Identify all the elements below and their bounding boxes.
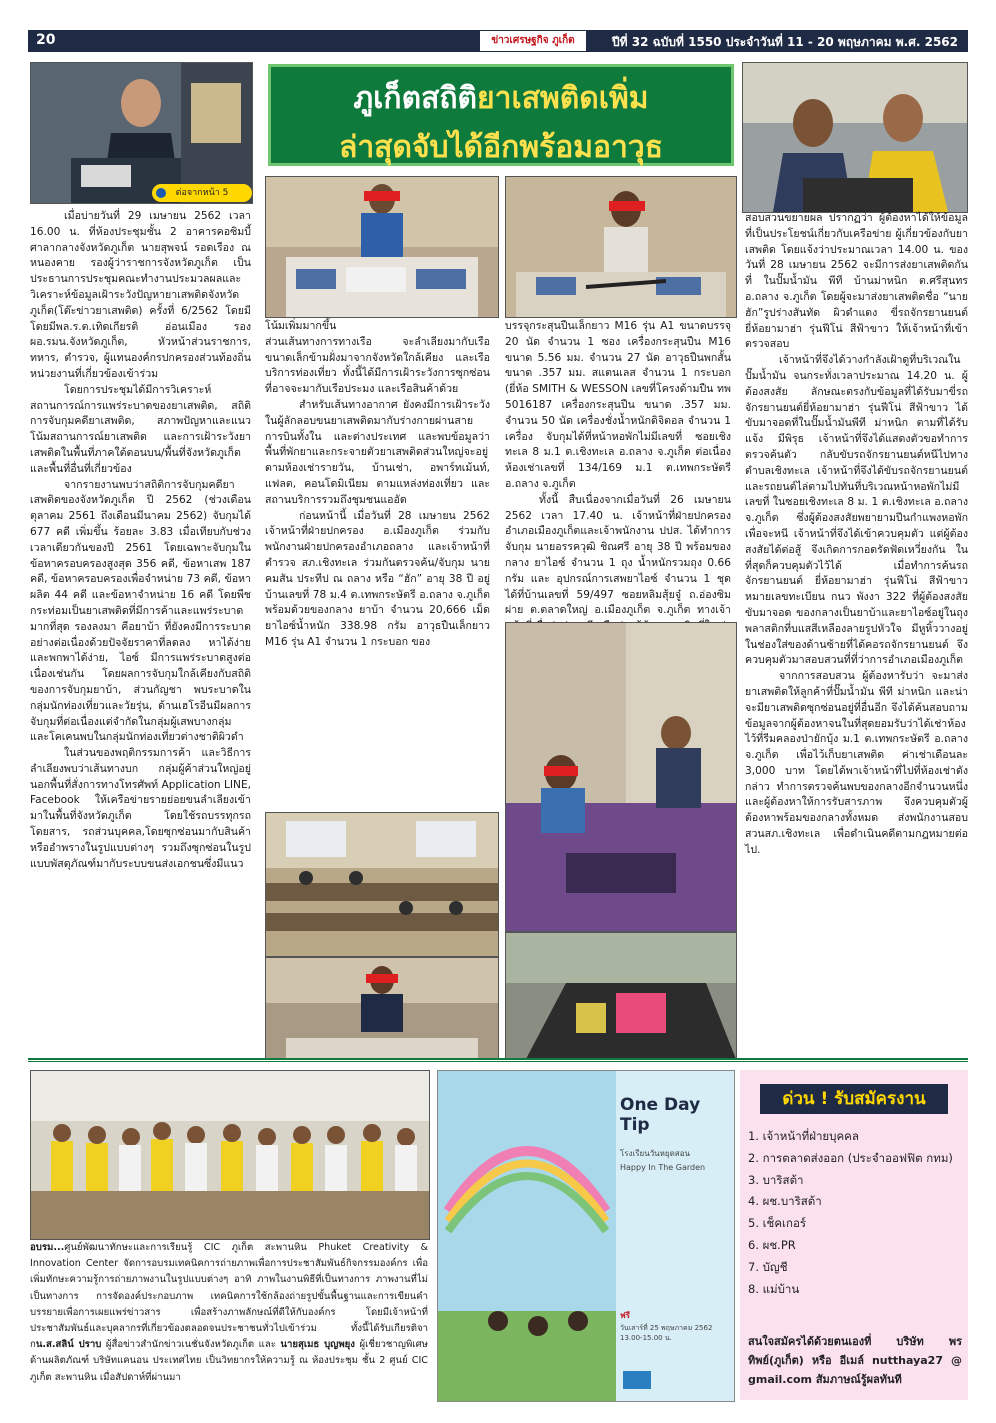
- article-column-3: [505, 319, 731, 667]
- photo-suspect-evidence-2: [505, 176, 737, 318]
- job-ad-title-text: รับสมัครงาน: [828, 1089, 926, 1109]
- photo-training-group: [30, 1070, 430, 1240]
- poster-subtitle-2: Happy In The Garden: [620, 1163, 706, 1172]
- job-item: 6. ผช.PR: [748, 1237, 796, 1252]
- headline-highlight: ยาเสพติดเพิ่ม: [477, 81, 649, 116]
- poster-subtitle: โรงเรียนวันหยุดสอน: [620, 1149, 690, 1158]
- photo-suspect-sitting: [265, 957, 499, 1060]
- article-column-4: [745, 211, 968, 859]
- paragraph: จากรายงานพบว่าสถิติการจับกุมคดียาเสพติดของจังหวัดภูเก็ต ปี 2562 (ช่วงเดือนตุลาคม 2561 ถึงเดือนมีนาคม 2562) จับกุมได้ 677 คดี เพิ่มขึ้น ร้อยละ 3.83 เมื่อเทียบกับช่วงเวลาเดียวกันของปี 2561 โดยเฉพาะจับกุมในข้อหาครอบครองสูงสุด 356 คดี, ข้อหาเสพ 187 คดี, ข้อหาครอบครองเพื่อจำหน่าย 73 คดี, ข้อหาผลิต 44 คดี และข้อหาจำหน่าย 16 คดี โดยพืชกระท่อมเป็นยาเสพติดที่มีการค้าและแพร่ระบาดมากที่สุด รองลงมา คือยาบ้า ที่ยังคงมีการระบาดอย่างต่อเนื่องด้วยปัจจัยราคาที่ลดลง หาได้ง่ายและพกพาได้ง่าย, ไอซ์ มีการแพร่ระบาดสูงต่อเนื่องเช่นกัน โดยผลการจับกุมใกล้เคียงกับสถิติของการจับกุมยาบ้า, ส่วนกัญชา พบระบาดในกลุ่มนักท่องเที่ยวและวัยรุ่น, ด้านเฮโรอีนมีผลการจับกุมที่ต่อเนื่องแต่จำกัดในกลุ่มผู้เสพบางกลุ่ม และโคเคนพบในกลุ่มนักท่องเที่ยวต่างชาติผิวดำ: [30, 478, 251, 744]
- poster-date: วันเสาร์ที่ 25 พฤษภาคม 2562 13.00-15.00 น.: [620, 1324, 713, 1342]
- job-ad-urgent: ด่วน !: [782, 1089, 829, 1109]
- paragraph: เมื่อบ่ายวันที่ 29 เมษายน 2562 เวลา 16.00 น. ที่ห้องประชุมชั้น 2 อาคารคอซิมบี้ ศาลากลางจังหวัดภูเก็ต นายสุพจน์ รอดเรือง ณ หนองคาย รองผู้ว่าราชการจังหวัดภูเก็ต เป็นประธานการประชุมคณะทำงานประมวลผลและวิเคราะห์ข้อมูลเฝ้าระวังปัญหายาเสพติดจังหวัดภูเก็ต(โต๊ะข่าวยาเสพติด) ครั้งที่ 6/2562 โดยมีโดยมีพล.ร.ต.เทิดเกียรติ อ่อนเมือง รองผอ.รมน.จังหวัดภูเก็ต, หัวหน้าส่วนราชการ, ทหาร, ตำรวจ, ผู้แทนองค์กรปกครองส่วนท้องถิ่น หน่วยงานที่เกี่ยวข้องเข้าร่วม: [30, 210, 251, 380]
- job-item: 1. เจ้าหน้าที่ฝ่ายบุคคล: [748, 1129, 859, 1143]
- job-item: 3. บาริสต้า: [748, 1172, 804, 1187]
- event-poster: [437, 1070, 735, 1402]
- headline-line2: ล่าสุดจับได้อีกพร้อมอาวุธ: [338, 130, 664, 165]
- photo-motorcycle-evidence: [505, 932, 737, 1060]
- job-item: 5. เช็คเกอร์: [748, 1216, 807, 1231]
- photo-suspect-evidence-1: [265, 176, 499, 318]
- paragraph: โน้มเพิ่มมากขึ้น: [265, 320, 337, 332]
- job-ad-title: [760, 1084, 948, 1114]
- job-item: 7. บัญชี: [748, 1259, 788, 1274]
- paragraph: จากการสอบสวน ผู้ต้องหารับว่า จะมาส่งยาเสพติดให้ลูกค้าที่ปั๊มน้ำมัน พีที ม่าหนิก และน่าจะมียาเสพติดซุกซ่อนอยู่ที่อื่นอีก จึงได้ค้นสอบถามข้อมูลจากผู้ต้องหาจนในที่สุดยอมรับว่าได้เช่าห้องไว้ที่รีมคลองป่ายักบุ้ง ม.1 ต.เทพกระษัตรี อ.ถลาง จ.ภูเก็ต เพื่อไว้เก็บยาเสพติด ค่าเช่าเดือนละ 3,000 บาท โดยได้พาเจ้าหน้าที่ไปที่ห้องเช่าดังกล่าว ทำการตรวจค้นพบของกลางอีกจำนวนหนึ่ง และผู้ต้องหาให้การรับสารภาพ จึงควบคุมตัวผู้ต้องหาพร้อมของกลางทั้งหมด ส่งพนักงานสอบสวนสภ.เชิงทะเล เพื่อดำเนินคดีตามกฎหมายต่อไป.: [745, 670, 968, 856]
- newspaper-logo: ข่าวเศรษฐกิจ ภูเก็ต: [480, 31, 586, 51]
- paragraph: ส่วนเส้นทางการทางเรือ จะลำเลียงมากับเรือขนาดเล็กข้ามฝั่งมาจากจังหวัดใกล้เคียง และเรือบริการท่องเที่ยว ทั้งนี้ได้มีการเฝ้าระวังการซุกซ่อนที่อาจจะมากับเรือประมง และเรือสินค้าด้วย: [265, 335, 490, 396]
- continue-badge: ต่อจากหน้า 5: [152, 184, 252, 202]
- paragraph: บรรจุกระสุนปืนเล็กยาว M16 รุ่น A1 ขนาดบรรจุ 20 นัด จำนวน 1 ซอง เครื่องกระสุนปืน M16 ขนาด 5.56 มม. จำนวน 27 นัด อาวุธปืนพกสั้นขนาด .357 มม. สแตนเลส จำนวน 1 กระบอก (ยี่ห้อ SMITH & WESSON เลขที่โครงด้ามปืน ทพ 5016187 เครื่องกระสุนปืน ขนาด .357 มม. จำนวน 50 นัด เครื่องชั่งน้ำหนักดิจิตอล จำนวน 1 เครื่อง จับกุมได้ที่หน้าหอพักไม่มีเลขที่ ซอยเชิงทะเล 8 ม.1 ต.เชิงทะเล อ.ถลาง จ.ภูเก็ต ต่อเนื่องห้องเช่าเลขที่ 134/169 ม.1 ต.เทพกระษัตรี อ.ถลาง จ.ภูเก็ต: [505, 320, 731, 490]
- job-item: 2. การตลาดส่งออก (ประจำออฟฟิต กทม): [748, 1150, 953, 1165]
- paragraph: เจ้าหน้าที่จึงได้วางกำลังเฝ้าดูที่บริเวณในปั๊มน้ำมัน จนกระทั่งเวลาประมาณ 14.20 น. ผู้ต้องสงสัย ลักษณะตรงกับข้อมูลที่ได้รับมาขี่รถจักรยานยนต์ยี่ห้อยามาฮ่า รุ่นฟีโน่ สีฟ้าขาว ได้ขับมาจอดที่ในปั๊มน้ำมันพีที ม่าหนิก ตามที่ได้รับแจ้ง มีพิรุธ เจ้าหน้าที่จึงได้แสดงตัวขอทำการตรวจค้นตัว กลับขับรถจักรยานยนต์หนีไปทางตำบลเชิงทะเล เจ้าหน้าที่จึงได้ขับรถจักรยานยนต์ และรถยนต์ไล่ตามไปทันที่บริเวณหน้าหอพักไม่มีเลขที่ ในซอยเชิงทะเล 8 ม. 1 ต.เชิงทะเล อ.ถลาง จ.ภูเก็ต ซึ่งผู้ต้องสงสัยพยายามปีนกำแพงหอพักเพื่อจะหนี เจ้าหน้าที่จึงได้เข้าควบคุมตัว แต่ผู้ต้องสงสัยได้ต่อสู้ จึงเกิดการกอดรัดฟัดเหวี่ยงกัน ในที่สุดก็ควบคุมตัวไว้ได้ เมื่อทำการค้นรถจักรยานยนต์ ยี่ห้อยามาฮ่า รุ่นฟีโน่ สีฟ้าขาว หมายเลขทะเบียน กนว พังงา 322 ที่ผู้ต้องสงสัยขับมาจอด ของกลางเป็นยาบ้าและยาไอซ์อยู่ในถุงพลาสติกที่บแสสีเหลืองลายรูปหัวใจ มีหูหิ้ววางอยู่ในช่องใส่ของด้านซ้ายที่ได้คอรถจักรยานยนต์ จึงควบคุมตัวมาสอบสวนที่ที่ว่าการอำเภอเมืองภูเก็ต: [745, 354, 968, 667]
- job-item: 8. แม่บ้าน: [748, 1281, 800, 1296]
- headline-prefix: ภูเก็ตสถิติ: [353, 81, 478, 116]
- caption-text-3: ผู้เชี่ยวชาญพิเศษด้านผลิตภัณฑ์ บริษัทแคนอน ประเทศไทย เป็นวิทยากรให้ความรู้ ณ ห้องประชุม ชั้น 2 ศูนย์ CIC ภูเก็ต สะพานหิน เมื่อสัปดาห์ที่ผ่านมา: [30, 1339, 428, 1383]
- paragraph: ทั้งนี้ สืบเนื่องจากเมื่อวันที่ 26 เมษายน 2562 เวลา 17.40 น. เจ้าหน้าที่ฝ่ายปกครองอำเภอเมืองภูเก็ตและเจ้าพนักงาน ปปส. ได้ทำการจับกุม นายอรรควุฒิ ชิณศรี อายุ 38 ปี พร้อมของกลาง ยาไอซ์ จำนวน 1 ถุง น้ำหนักรวมถุง 0.66 กรัม และ อุปกรณ์การเสพยาไอซ์ จำนวน 1 ชุด ได้ที่บ้านเลขที่ 59/497 ซอยหลิมสุ้ยจู๋ ถ.อ่องซิมผ่าย ต.ตลาดใหญ่ อ.เมืองภูเก็ต จ.ภูเก็ต ทางเจ้า: [505, 493, 731, 617]
- job-ad-box: [740, 1070, 968, 1400]
- photo-meeting-room: [265, 812, 499, 957]
- photo-officials: [742, 62, 968, 213]
- paragraph: สอบสวนขยายผล ปรากฏว่า ผู้ต้องหาได้ให้ข้อมูลที่เป็นประโยชน์เกี่ยวกับเครือข่าย ผู้เกี่ยวข้องกับยาเสพติด โดยแจ้งว่าประมาณเวลา 14.00 น. ของวันที่ 28 เมษายน 2562 จะมีการส่งยาเสพติดกันที่ ในปั๊มน้ำมัน พีที บ้านม่าหนิก ต.ศรีสุนทร อ.ถลาง จ.ภูเก็ต โดยผู้จะมาส่งยาเสพติดชื่อ “นายฮัก”รูปร่างสันทัด ผิวดำแดง ขี่รถจักรยานยนต์ ยี่ห้อยามาฮ่า รุ่นฟีโน่ สีฟ้าขาว ให้เจ้าหน้าที่เข้าตรวจสอบ: [745, 212, 968, 351]
- caption-lead: อบรม...: [30, 1242, 65, 1253]
- job-list: [748, 1126, 953, 1300]
- article-column-1: [30, 209, 251, 872]
- photo-search-room: [505, 622, 737, 932]
- paragraph: โดยการประชุมได้มีการวิเคราะห์สถานการณ์การแพร่ระบาดของยาเสพติด, สถิติการจับกุมคดียาเสพติด, สภาพปัญหาและแนวโน้มสถานการณ์ยาเสพติด และการเฝ้าระวังยาเสพติดในพื้นที่ภาคใต้ตอนบน/พื้นที่จังหวัดภูเก็ตและพื้นที่อื่นที่เกี่ยวข้อง: [30, 383, 251, 475]
- page-header: [28, 30, 968, 52]
- caption-text-2: ผู้สื่อข่าวสำนักข่าวเนชั่นจังหวัดภูเก็ต และ: [101, 1339, 281, 1351]
- photo-speaker-podium: [30, 62, 253, 204]
- poster-free-label: ฟรี: [620, 1311, 630, 1320]
- section-divider: [28, 1058, 968, 1062]
- caption-text: ศูนย์พัฒนาทักษะและการเรียนรู้ CIC ภูเก็ต สะพานหิน Phuket Creativity & Innovation Center จัดการอบรมเทคนิคการถ่ายภาพเพื่อการประชาสัมพันธ์กิจกรรมองค์กร เพื่อเพิ่มทักษะความรู้การถ่ายภาพงานในรูปแบบต่างๆ อาทิ ภาพในงานพิธีที่เป็นทางการ ภาพงานที่ไม่เป็นทางการ การจัดองค์ประกอบภาพ เทคนิคการใช้กล้องถ่ายรูปขั้นพื้นฐานและการเขียนคำบรรยายเพื่อการเผยแพร่ข่าวสาร เพื่อสร้างภาพลักษณ์ที่ดีให้กับองค์กร โดยมีเจ้าหน้าที่ประชาสัมพันธ์และบุคลากรที่เกี่ยวข้องตลอดจนประชาชนทั่วไปเข้าร่วม ทั้งนี้ได้รับเกียรติจาก: [30, 1242, 428, 1351]
- paragraph: ในส่วนของพฤติกรรมการค้า และวิธีการลำเลียงพบว่าเส้นทางบก กลุ่มผู้ค้าส่วนใหญ่อยู่นอกพื้นที่สั่งการทางโทรศัพท์ Application LINE, Facebook ให้เครือข่ายรายย่อยขนลำเลียงเข้ามาในพื้นที่จังหวัดภูเก็ต โดยใช้รถบรรทุกรถโดยสาร, รถส่วนบุคคล,โดยซุกซ่อนมากับสินค้าหรืออำพรางในรูปแบบต่างๆ รวมถึงซุกซ่อนในรูปแบบพัสดุภัณฑ์มากับระบบขนส่งเอกชนซึ่งมีแนว: [30, 747, 252, 870]
- poster-title: One Day Tip: [620, 1095, 701, 1135]
- page-number: 20: [36, 32, 56, 48]
- caption-name-2: นายสุเมธ บุญพยุง: [280, 1339, 355, 1351]
- headline-line1: [271, 75, 731, 122]
- article-column-2: [265, 319, 490, 651]
- headline-box: [268, 64, 734, 166]
- paragraph: สำหรับเส้นทางอากาศ ยังคงมีการเฝ้าระวังในผู้ลักลอบขนยาเสพติดมากับร่างกายผ่านสายการบินทั้งใน และต่างประเทศ และพบข้อมูลว่าพื้นที่พักยาและกระจายตัวยาเสพติดส่วนใหญ่จะอยู่ตามห้องเช่ารายวัน, บ้านเช่า, อพาร์ทเม้นท์, แฟลต, คอนโดมิเนียม ตามแหล่งท่องเที่ยว และสถานบริการรวมถึงชุมชนแออัด: [265, 398, 490, 506]
- issue-line: ปีที่ 32 ฉบับที่ 1550 ประจำวันที่ 11 - 20 พฤษภาคม พ.ศ. 2562: [612, 35, 958, 49]
- photo-caption: [30, 1240, 428, 1386]
- caption-name-1: น.ส.สลิน์ ปราบ: [35, 1339, 102, 1351]
- paragraph: ก่อนหน้านี้ เมื่อวันที่ 28 เมษายน 2562 เจ้าหน้าที่ฝ่ายปกครอง อ.เมืองภูเก็ต ร่วมกับพนักงานฝ่ายปกครองอำเภอถลาง และเจ้าหน้าที่ตำรวจ สภ.เชิงทะเล ร่วมกันตรวจค้น/จับกุม นายคมสัน ประทีป ณ ถลาง หรือ “ฮัก” อายุ 38 ปี อยู่บ้านเลขที่ 78 ม.4 ต.เทพกระษัตรี อ.ถลาง จ.ภูเก็ต พร้อมด้วยของกลาง ยาบ้า จำนวน 20,666 เม็ด ยาไอซ์น้ำหนัก 338.98 กรัม อาวุธปืนเล็กยาว M16 รุ่น A1 จำนวน 1 กระบอก ของ: [265, 509, 490, 648]
- job-item: 4. ผช.บาริสต้า: [748, 1194, 822, 1209]
- job-ad-contact: สนใจสมัครได้ด้วยตนเองที่ บริษัท พรทิพย์(ภูเก็ต) หรือ อีเมล์ nutthaya27 @ gmail.com สัมภาษณ์รู้ผลทันที: [748, 1335, 962, 1386]
